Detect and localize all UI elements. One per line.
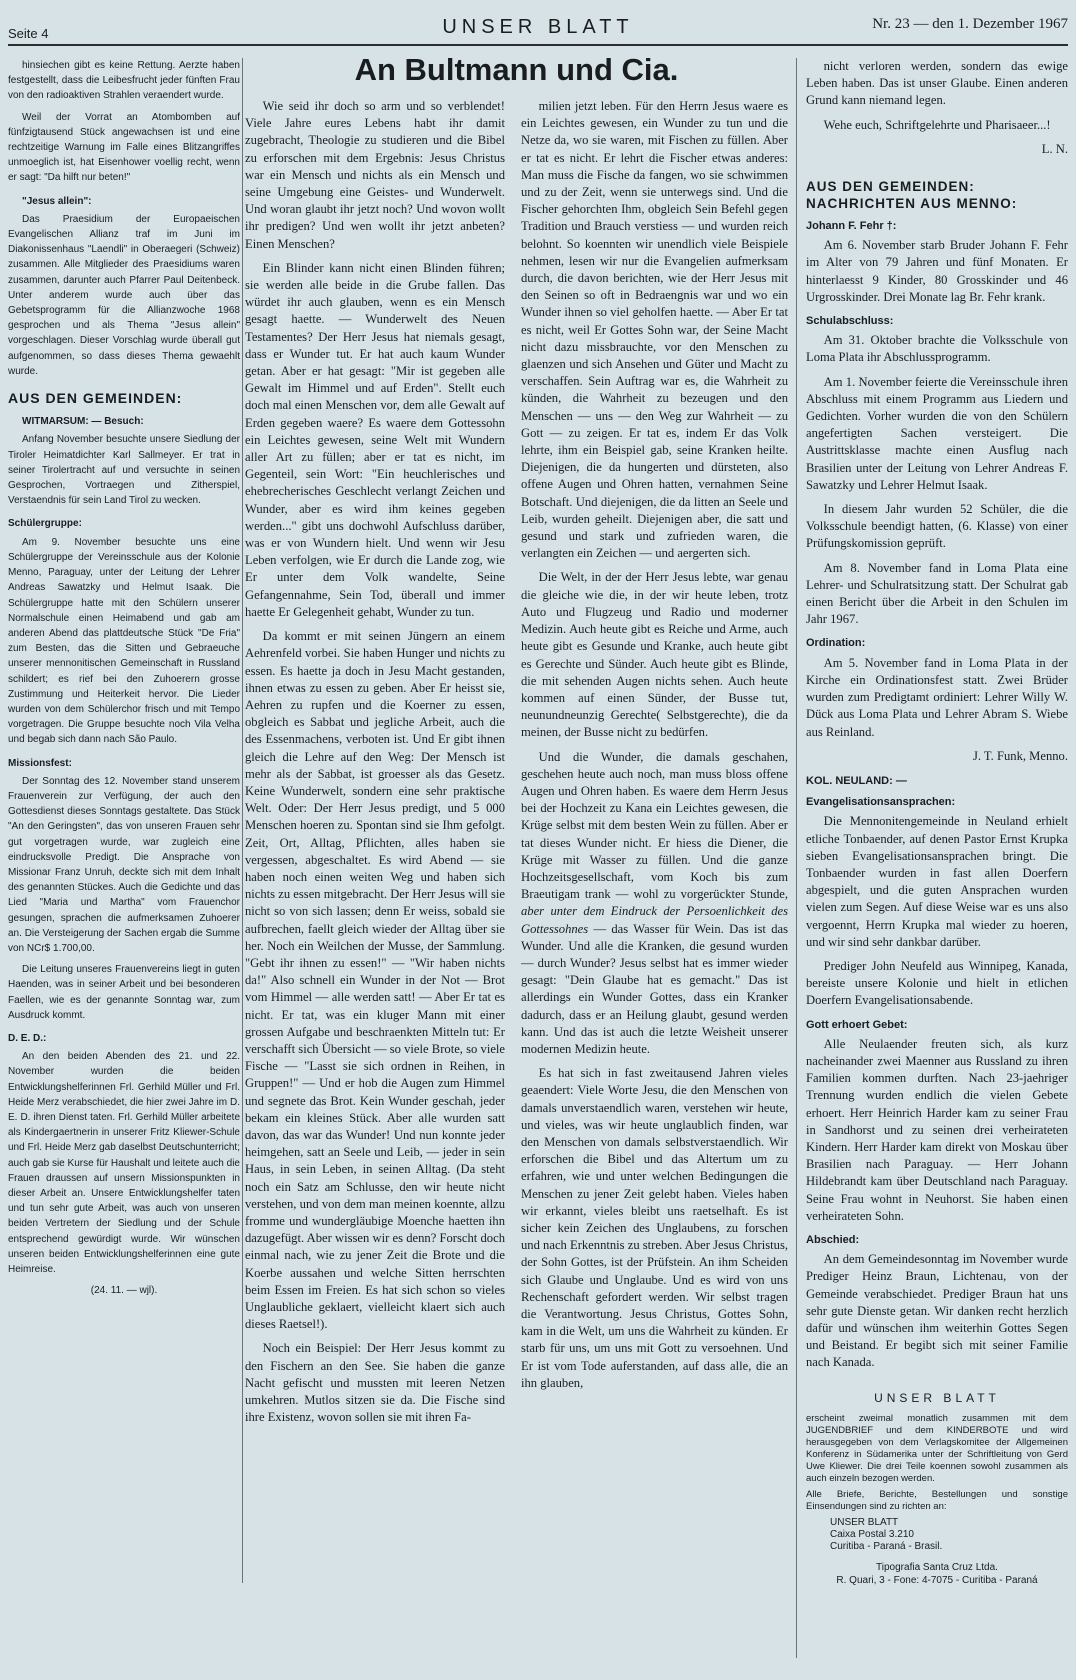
column-article-1 [245,98,505,1640]
paragraph: Die Mennonitengemeinde in Neuland erhielt etliche Tonbaender, auf denen Pastor Ernst Krupka sieben Evangelisationsansprachen bringt. Die Tonbaender wurden in fast allen Doerfern abgespielt, und die guten Ansprachen wurden vielen zum Segen. Auf diese Weise war es uns also vergoennt, Herrn Krupka mal wieder zu hoeren, und wir sind sehr dankbar darüber. [806,814,1068,949]
paragraph: hinsiechen gibt es keine Rettung. Aerzte haben festgestellt, dass die Leibesfrucht jeder fünften Frau von den radioaktiven Strahlen veraendert wurde. [8,60,240,102]
subheading-neuland: KOL. NEULAND: — [806,774,907,787]
paragraph: Da kommt er mit seinen Jüngern an einem Aehrenfeld vorbei. Sie haben Hunger und nichts zu essen. Es haette ja doch in Jesu Macht gestanden, ihnen etwas zu essen zu geben. Aber Er heisst sie, Aehren zu rupfen und die Koerner zu essen, obgleich es Sabbat und jegliche Arbeit, auch die des Essenmachens, verboten ist. Und Er gibt ihnen gleich die Lehre auf den Weg: Der Mensch ist mehr als der Sabbat, ist groesser als das Gesetz. Keine Wunderwelt, sondern eine sehr praktische Welt. Oder: Der Herr Jesus predigt, und 5 000 Menschen hoeren zu. Spontan sind sie Ihm gefolgt. Zeit, Ort, Alltag, Pflichten, alles haben sie vergessen, abgeschaltet. Es wird Abend — sie haben noch einen weiten Weg und haben sich nichts zu essen mitgebracht. Der Herr Jesus will sie nicht so von sich lassen; denn Er weiss, sobald sie aufbrechen, faellt gleich wieder der Alltag über sie her. Noch ein Weilchen der Musse, der Sammlung. "Gebt ihr ihnen zu essen!" — "Wir haben nichts da!" Also schnell ein Wunder in der Not — Brot vom Himmel — alle werden satt! — Aber Er tat es nicht. Er tat, was ein kluger Mann mit einer grossen Aufgabe und beschraenkten Mitteln tut: Er verschafft sich Übersicht — so viele Brote, so viele Fische — "Lasst sie sich ordnen in Reihen, in Gruppen!" — Und er hob die Augen zum Himmel und segnete das Brot. Kein Wunder geschah, jeder bekam ein kleines Stück. Aber alle wurden satt davon, das war das Wunder! Und nun konnte jeder heimgehen, satt an Seele und Leib, — jeder in sein Haus, in sein Leben, in seinen Alltag. (Da steht noch ein Satz am Schlusse, den wir heute nicht verstehen, und von dem man meinen koennte, allzu fromme und wundergläubige Moenche haetten ihn dazugefügt. Aber wissen wir es denn? Forscht doch einmal nach, wie zu jener Zeit die Brote und die Koerbe aussahen und welche Sitten herrschten beim Essen im Freien. Es hat sich schon so vieles Unglaubliche geklaert, vielleicht klaert sich auch dieses Raetsel!). [245,629,505,1332]
masthead [8,16,1068,44]
paragraph: Am 1. November feierte die Vereinsschule ihren Abschluss mit einem Programm aus Liedern und Gedichten. Vorher wurden die von den Schülern angefertigten Sachen versteigert. Die Austrittsklasse machte einen Ausflug nach Brasilien unter der Leitung von Lehrer Andreas F. Sawatzky und Lehrer Helmut Isaak. [806,374,1068,492]
subheading-gebet: Gott erhoert Gebet: [806,1018,908,1031]
paragraph: Am 31. Oktober brachte die Volksschule von Loma Plata ihr Abschlussprogramm. [806,333,1068,365]
paragraph: Prediger John Neufeld aus Winnipeg, Kanada, bereiste unsere Kolonie und hielt in etlichen Doerfern Evangelisationsabende. [806,958,1068,1008]
paragraph: Anfang November besuchte unsere Siedlung der Tiroler Heimatdichter Karl Sallmeyer. Er trat in seiner Tirolertracht auf und versuchte in seinen Gesprochen, Vortraegen und Zitherspiel, Verstaendnis für sein Land Tirol zu wecken. [8,434,240,507]
newspaper-name: UNSER BLATT [442,16,634,38]
column-left [8,58,240,1658]
paragraph: An den beiden Abenden des 21. und 22. November wurden die beiden Entwicklungshelferinnen Frl. Gerhild Müller und Frl. Heide Merz verabschiedet, die hier zwei Jahre im D. E. D. ihren Dienst taten. Frl. Gerhild Müller arbeitete als Kindergaertnerin in unserer Fritz Kliewer-Schule und Frl. Heide Merz gab daselbst Deutschunterricht; auch gab sie Kurse für Haushalt und leitete auch die Frauen draussen auf unsern Missionspunkten in dieser Arbeit an. Unsere Entwicklungshelfer taten und tun sehr gute Arbeit, was auch von unseren beiden Vertretern der Siedlung und der Schule entsprechend gewürdigt wurde. Wir wünschen unseren beiden Entwicklungshelferinnen eine gute Heimreise. [8,1051,240,1276]
column-divider [242,58,243,1583]
paragraph: In diesem Jahr wurden 52 Schüler, die die Volksschule beendigt hatten, (6. Klasse) von einer Prüfungskomission geprüft. [806,502,1068,551]
masthead-rule [8,44,1068,46]
impressum [806,1413,1068,1513]
impressum-text: erscheint zweimal monatlich zusammen mit dem JUGENDBRIEF und dem KINDERBOTE und wird herausgegeben von dem Verlagskomitee der Allgemeinen Konferenz in Südamerika unter der Schriftleitung von Gerd Uwe Kliewer. Die drei Teile koennen sowohl zusammen als auch einzeln bezogen werden. [806,1412,1068,1484]
emphasis: aber unter dem Eindruck der Persoenlichkeit des Gottessohnes [521,904,788,936]
paragraph: Am 8. November fand in Loma Plata eine Lehrer- und Schulratsitzung statt. Der Schulrat gab einen Bericht über die Arbeit in den Schulen im Jahr 1967. [806,560,1068,627]
article-headline: An Bultmann und Cia. [354,52,679,87]
subheading-schuelergruppe: Schülergruppe: [8,518,82,530]
paragraph: An dem Gemeindesonntag im November wurde Prediger Heinz Braun, Lichtenau, von der Gemeinde verabschiedet. Prediger Braun hat uns sehr gute Dienste getan. Wir danken recht herzlich dafür und wünschen ihm weiterhin Gottes Segen und Beistand. Er begibt sich mit seiner Familie nach Kanada. [806,1252,1068,1370]
paragraph: Ein Blinder kann nicht einen Blinden führen; sie werden alle beide in die Grube fallen. Das würdet ihr auch glauben, wenn es ein Mensch gesagt haette. — Wunderwelt des Neuen Testamentes? Der Herr Jesus hat niemals gesagt, dass er Wunder tut. Er hat auch kaum Wunder getan. Aber er hat gesagt: "Mir ist gegeben alle Gewalt im Himmel und auf Erden". Stellt euch doch mal einen Menschen vor, dem alle Gewalt auf Erden gegeben waere? Es waere dem Gottessohn ein Leichtes gewesen, seine Welt mit Wundern aller Art zu füllen; aber er tat es nicht, im Gegenteil, sein Wort: "Ein heuchlerisches und ehebrecherisches Geschlecht verlangt Zeichen und Wunder, aber es wird ihm keines gegeben werden..." gibt uns dochwohl Aufschluss darüber, was er von Wundern hielt. Und wenn wir Jesu Leben verfolgen, wie Er durch die Lande zog, wie Er unter dem Volk wandelte, Seine Gefangennahme, Sein Tod, überall und immer haette Er Gelegenheit gehabt, Wunder zu tun. [245,260,505,619]
paragraph: Am 5. November fand in Loma Plata in der Kirche ein Ordinationsfest statt. Zwei Brüder wurden zum Predigtamt ordiniert: Lehrer Willy W. Dück aus Loma Plata und Lehrer Abram S. Wiebe aus Reinland. [806,655,1068,739]
section-heading-gemeinden: AUS DEN GEMEINDEN: [8,390,183,407]
paragraph: Es hat sich in fast zweitausend Jahren vieles geaendert: Viele Worte Jesu, die den Menschen von damals unverstaendlich waren, verstehen wir heute, und vieles, was wir heute unglaublich finden, war den Menschen von damals selbstverstaendlich. Wir erforschen die Bibel und das Altertum um zu erfahren, wie und unter welchen Bedingungen die Menschen zu jener Zeit gelebt haben. Vieles haben wir erkannt, vieles bleibt uns raetselhaft. Es ist sicher kein Zeichen des Unglaubens, zu forschen und nach Erkenntnis zu streben. Aber Jesus Christus, der Sohn Gottes, ist der Prüfstein. An ihm Scheiden sich Glaube und Unglaube. Und es wird von uns Rechenschaft gefordert werden. Wir selbst tragen die Verantwortung. Jesus Christus, Gottes Sohn, kam in die Welt, um uns die Wahrheit zu künden. Er starb für uns, um uns mit Gott zu versoehnen. Und Er ist vom Tode auferstanden, auf dass alle, die an ihn glauben, [521,1066,788,1390]
subheading-schulabschluss: Schulabschluss: [806,315,894,328]
page-number: Seite 4 [8,26,49,41]
paragraph: Die Leitung unseres Frauenvereins liegt in guten Haenden, was in seiner Arbeit und bei besonderen Faellen, wie es der genannte Sonntag war, zum Ausdruck kommt. [8,964,240,1021]
paragraph: Wehe euch, Schriftgelehrte und Pharisaeer...! [823,117,1051,132]
section-heading-menno: AUS DEN GEMEINDEN: NACHRICHTEN AUS MENNO: [806,179,1018,212]
issue-date: Nr. 23 — den 1. Dezember 1967 [872,16,1068,32]
subheading-witmarsum: WITMARSUM: — Besuch: [22,416,144,428]
paragraph: Wie seid ihr doch so arm und so verblendet! Viele Jahre eures Lebens habt ihr damit zugebracht, Theologie zu studieren und die Bibel zu erforschen mit dem Ergebnis: Jesus Christus war ein Mensch und nichts als ein Mensch und seine Umgebung eine Geistes- und Wunderwelt. Und woran glaubt ihr jetzt noch? Und wovon wollt ihr predigen? Und wen wollt ihr jetzt anbeten? Einen Menschen? [245,99,505,251]
paragraph: Der Sonntag des 12. November stand unserem Frauenverein zur Verfügung, der auch den Gottesdienst dieses Sonntags gestaltete. Das Stück "An den Geringsten", das von unseren Frauen sehr gut vorgetragen wurde, war zugleich eine eindrucksvolle Predigt. Die Ansprache von Missionar Franz Unruh, deckte sich mit dem Inhalt des genannten Stückes. Auch die Gedichte und das Lied "Maria und Martha" vom Frauenchor gesungen, sprachen die aufmerksamen Zuhoerer an. Die Versteigerung der Sachen ergab die Summe von NCr$ 1.700,00. [8,775,240,954]
signature: J. T. Funk, Menno. [972,748,1068,763]
subheading-jesus-allein: "Jesus allein": [22,195,92,207]
subheading-missionsfest: Missionsfest: [8,757,72,769]
subheading-fehr: Johann F. Fehr †: [806,220,897,233]
subheading-evangelisation: Evangelisationsansprachen: [806,796,956,809]
paragraph: nicht verloren werden, sondern das ewige Leben haben. Das ist unser Glaube. Einen anderen Grund kann niemand legen. [806,59,1068,108]
impressum-title: UNSER BLATT [874,1390,1000,1405]
paragraph: Am 6. November starb Bruder Johann F. Fehr im Alter von 79 Jahren und fünf Monaten. Er hinterlaesst 9 Kinder, 80 Grosskinder und 46 Urgrosskinder. Drei Monate lag Br. Fehr krank. [806,238,1068,304]
paragraph: Das Praesidium der Europaeischen Evangelischen Allianz traf im Juni im Diakonissenhaus "Laendli" in Oberaegeri (Schweiz) zusammen. Alle Mitglieder des Praesidiums waren zusammen, darunter auch Pfarrer Paul Deitenbeck. Unter anderem wurde auch über das Gebetsprogramm für die Allianzwoche 1968 gesprochen und als Thema "Jesus allein" vorgeschlagen. Dieser Vorschlag wurde überall gut aufgenommen, so dass dieses Thema gewaehlt wurde. [8,213,240,377]
column-divider [796,58,797,1658]
postal-address: UNSER BLATT Caixa Postal 3.210 Curitiba - Paraná - Brasil. [830,1516,943,1552]
subheading-ded: D. E. D.: [8,1032,47,1044]
paragraph: Alle Neulaender freuten sich, als kurz nacheinander zwei Maenner aus Russland zu ihren Familien kommen durften. Nach 23-jaehriger Trennung wurden endlich die vielen Gebete erhoert. Herr Heinrich Harder kam zu seiner Frau in Sandhorst und zu seinen drei verheirateten Kindern. Herr Harder kam direkt von Moskau über Brasilien nach Paraguay. — Herr Johann Hildebrandt kam über Deutschland nach Paraguay. Seine Frau wohnt in Neuhorst. Sie haben einen verheirateten Sohn. [806,1036,1068,1223]
paragraph: Die Welt, in der der Herr Jesus lebte, war genau die gleiche wie die, in der wir heute leben, trotz Auto und Flugzeug und Radio und moderner Medizin. Auch heute gibt es Reiche und Arme, auch heute gibt es Gesunde und Kranke, auch heute gibt es Gerechte und Sünder. Auch heute gibt es Blinde, die mit sehenden Augen nichts sehen. Auch heute kommen auf einen Sünder, der Busse tut, neunundneunzig Gerechte( Selbstgerechte), die da meinen, der Busse nicht zu bedürfen. [521,570,788,740]
paragraph: milien jetzt leben. Für den Herrn Jesus waere es ein Leichtes gewesen, ein Wunder zu tun und die Netze da, wo sie waren, mit Fischen zu füllen. Aber er tat es nicht. Er lehrt die Fischer etwas anderes: Man muss die Fische da fangen, wo sie schwimmen und zu der Zeit, wenn sie unterwegs sind. Und die Fischer gehorchten Ihm, obgleich Sein Befehl gegen Tradition und Brauch verstiess — und wurden reich belohnt. So koennten wir unendlich viele Beispiele nehmen, lesen wir nur die Evangelien aufmerksam durch, die davon berichten, wie der Herr Jesus mit den Seinen so oft in Bedraengnis war und wo ein Wunder ihnen so viel geholfen haette. — Aber Er tat es nicht, weil Er Gottes Sohn war, der Seine Macht nicht dazu missbrauchte, vor den Menschen zu glaenzen und sich Ansehen und Güter und Macht zu verschaffen. Sein Auftrag war es, die Wahrheit zu künden, die Wahrheit zu bezeugen und den Menschen — uns — den Weg zur Wahrheit — zu Gott — zu zeigen. Er tat es, indem Er das Volk lehrte, ihm ein Beispiel gab, seine Kranken heilte. Diejenigen, die da hungerten und dürsteten, also offene Augen und Ohren hatten, vernahmen Seine Botschaft. Und diejenigen, die da litten an Seele und Leib, wurden geheilt. Diejenigen aber, die satt und gesund und stark und zufrieden waren, die verlangten ein Zeichen — und aergerten sich. [521,99,788,561]
subheading-abschied: Abschied: [806,1233,860,1246]
paragraph: Weil der Vorrat an Atombomben auf fünfzigtausend Stück angewachsen ist und eine rechtzeitige Warnung im Falle eines Blitzangriffes unmoeglich ist, hat Eisenhower voellig recht, wenn er sagt: "Da hilft nur beten!" [8,111,240,184]
printer-info: Tipografia Santa Cruz Ltda. R. Quari, 3 - Fone: 4-7075 - Curitiba - Paraná [836,1561,1038,1586]
column-right [806,58,1068,1670]
paragraph: Am 9. November besuchte uns eine Schülergruppe der Vereinsschule aus der Kolonie Menno, Paraguay, unter der Leitung der Lehrer Andreas Sawatzky und Helmut Isaak. Die Schülergruppe hatte mit den Schülern unserer Normalschule einen Heimabend und gab am anderen Abend das plattdeutsche Stück "De Fria" zum Besten, das die Sitten und Gebraeuche unserer mennonitischen Gemeinschaft in Russland schildert; es rief bei den Zuhoerern grosse Zustimmung und Heiterkeit hervor. Die Lieder wurden von dem Schülerchor frisch und mit Tempo vorgetragen. Die Gruppe besuchte noch Vila Velha und begab sich dann nach São Paulo. [8,536,240,746]
signature: (24. 11. — wjl). [90,1285,158,1297]
subheading-ordination: Ordination: [806,637,866,650]
paragraph: Und die Wunder, die damals geschahen, geschehen heute auch noch, man muss bloss offene Augen und Ohren haben. Es waere dem Herrn Jesus bei der Hochzeit zu Kana ein Leichtes gewesen, die Krüge selbst mit dem besten Wein zu füllen. Aber er tat dieses Wunder nicht. Er hiess die Diener, die Krüge mit Wasser zu füllen. Und die ganze Hochzeitsgesellschaft, vom Koch bis zum Braeutigam trank — wohl zu vorgerückter Stunde, aber unter dem Eindruck der Persoenlichkeit des Gottessohnes — das Wasser für Wein. Das ist das Wunder. Und alle die Kranken, die gesund wurden — durch Wunder? Jesus selbst hat es immer wieder gesagt: "Dein Glaube hat es gemacht." Das ist allerdings ein Wunder Gottes, dass ein Kranker dadurch, dass er an Heilung glaubt, gesund werden kann. Und das ist auch die letzte Weisheit unserer modernen Medizin heute. [521,749,788,1056]
article-signature: L. N. [1041,141,1068,156]
column-article-2 [521,98,788,1640]
paragraph: Noch ein Beispiel: Der Herr Jesus kommt zu den Fischern an den See. Sie haben die ganze Nacht gefischt und mussten mit leeren Netzen umkehren. Mutlos sitzen sie da. Die Fische sind ihre Existenz, wovon sollen sie mit ihren Fa- [245,1341,505,1425]
impressum-text: Alle Briefe, Berichte, Bestellungen und sonstige Einsendungen sind zu richten an: [806,1488,1068,1512]
